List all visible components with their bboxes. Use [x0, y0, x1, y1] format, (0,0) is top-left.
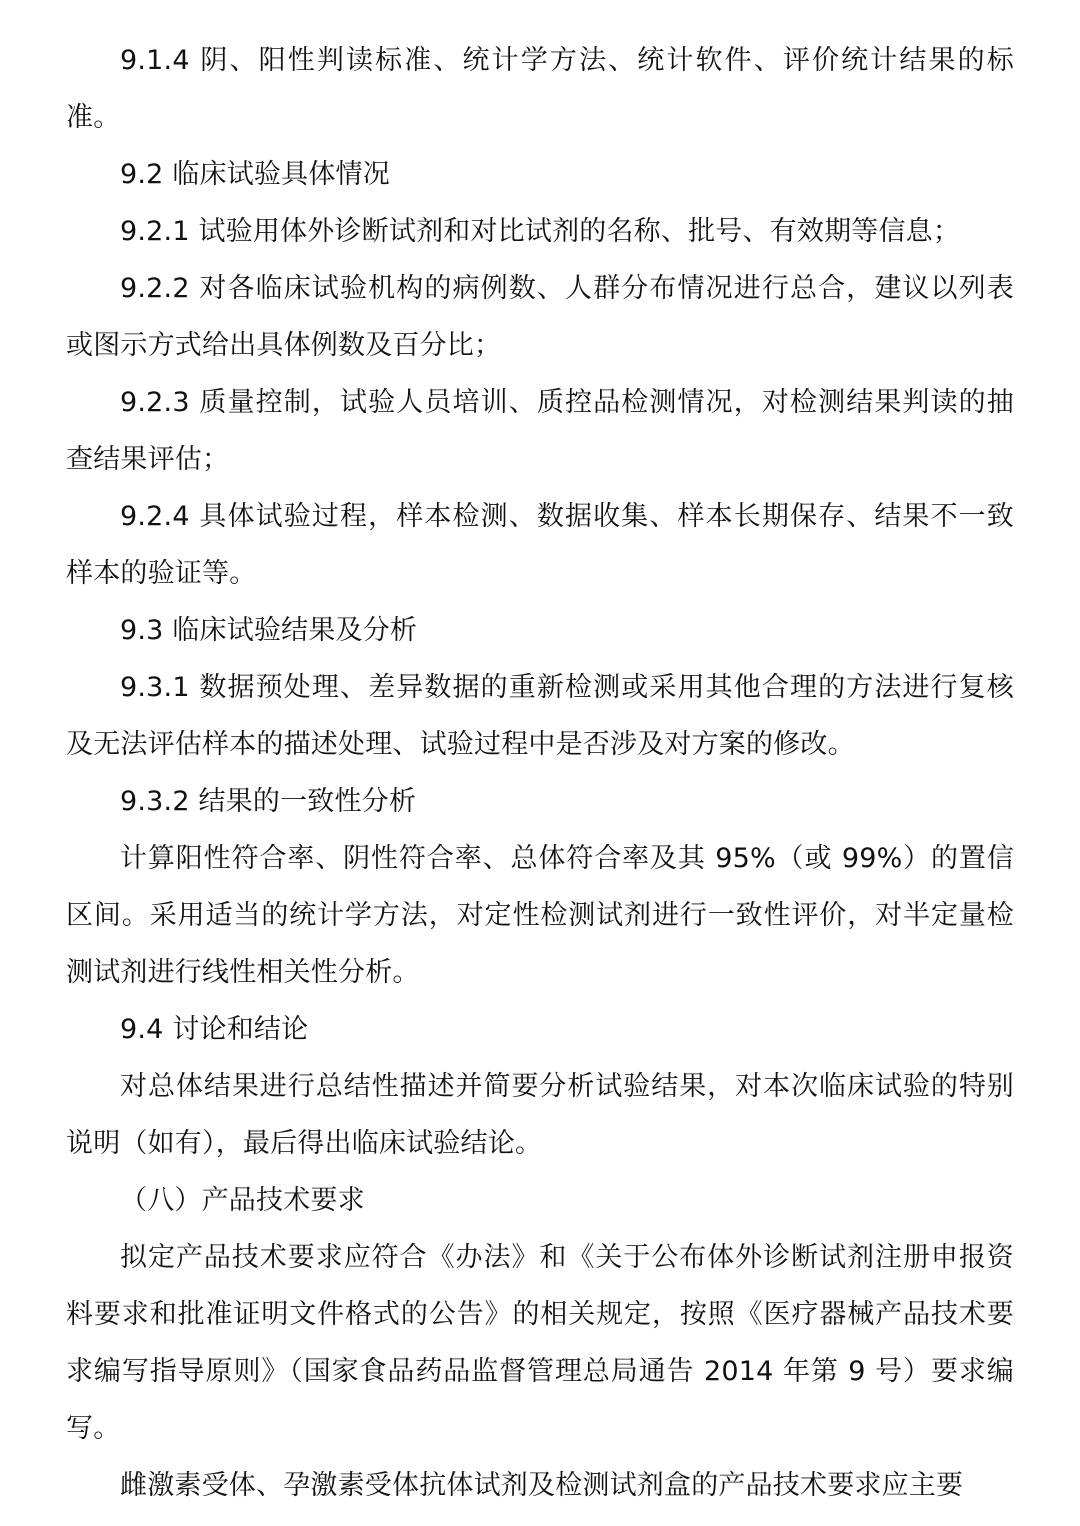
paragraph-discussion-conclusion: 对总体结果进行总结性描述并简要分析试验结果，对本次临床试验的特别说明（如有），最后得出临床试验结论。 [66, 1071, 1014, 1159]
paragraph-9-2-1: 9.2.1 试验用体外诊断试剂和对比试剂的名称、批号、有效期等信息； [120, 216, 961, 247]
paragraph-consistency-analysis: 计算阳性符合率、阴性符合率、总体符合率及其 95%（或 99%）的置信区间。采用适当的统计学方法，对定性检测试剂进行一致性评价，对半定量检测试剂进行线性相关性分析。 [66, 843, 1014, 988]
heading-product-technical-requirements: （八）产品技术要求 [120, 1185, 365, 1216]
heading-9-3: 9.3 临床试验结果及分析 [120, 615, 418, 646]
heading-9-4: 9.4 讨论和结论 [120, 1014, 309, 1045]
paragraph-9-3-1: 9.3.1 数据预处理、差异数据的重新检测或采用其他合理的方法进行复核及无法评估样本的描述处理、试验过程中是否涉及对方案的修改。 [66, 672, 1014, 760]
paragraph-9-1-4: 9.1.4 阴、阳性判读标准、统计学方法、统计软件、评价统计结果的标准。 [66, 45, 1014, 133]
heading-9-3-2: 9.3.2 结果的一致性分析 [120, 786, 417, 817]
paragraph-9-2-4: 9.2.4 具体试验过程，样本检测、数据收集、样本长期保存、结果不一致样本的验证等。 [66, 501, 1014, 589]
heading-9-2: 9.2 临床试验具体情况 [120, 159, 390, 190]
paragraph-9-2-2: 9.2.2 对各临床试验机构的病例数、人群分布情况进行总合，建议以列表或图示方式给出具体例数及百分比； [66, 273, 1014, 361]
paragraph-receptor-antibody-requirements: 雌激素受体、孕激素受体抗体试剂及检测试剂盒的产品技术要求应主要 [120, 1470, 964, 1501]
paragraph-technical-requirements-basis: 拟定产品技术要求应符合《办法》和《关于公布体外诊断试剂注册申报资料要求和批准证明文件格式的公告》的相关规定，按照《医疗器械产品技术要求编写指导原则》（国家食品药品监督管理总局通告 2014 年第 9 号）要求编写。 [66, 1242, 1014, 1444]
paragraph-9-2-3: 9.2.3 质量控制，试验人员培训、质控品检测情况，对检测结果判读的抽查结果评估； [66, 387, 1014, 475]
